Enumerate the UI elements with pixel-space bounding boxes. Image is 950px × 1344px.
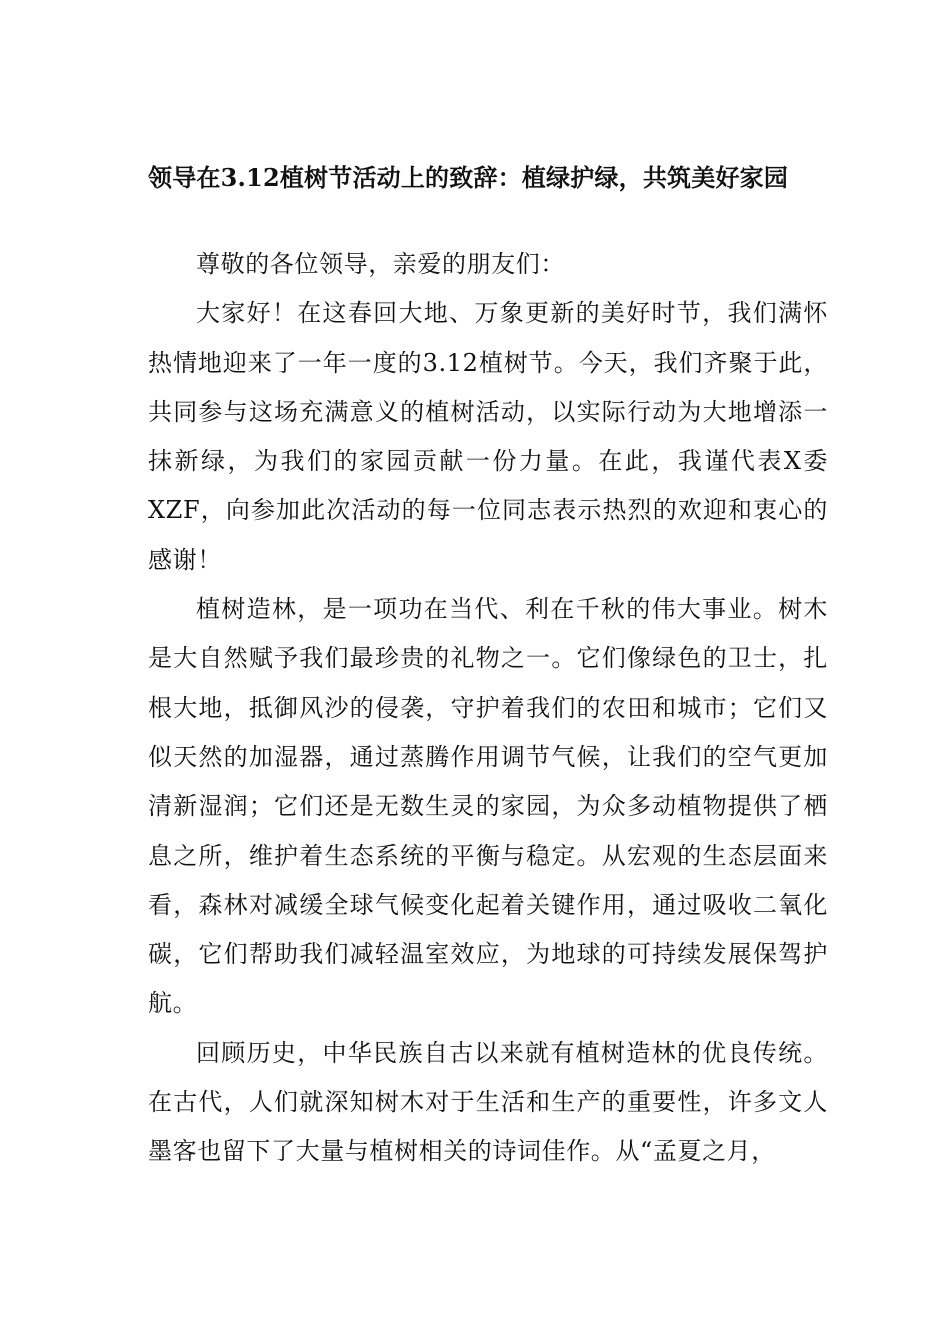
salutation-paragraph: 尊敬的各位领导，亲爱的朋友们： [196, 250, 565, 278]
history-paragraph: 回顾历史，中华民族自古以来就有植树造林的优良传统。在古代，人们就深知树木对于生活和生产的重要性，许多文人墨客也留下了大量与植树相关的诗词佳作。从“孟夏之月， [148, 1038, 828, 1166]
document-title: 领导在3.12植树节活动上的致辞：植绿护绿，共筑美好家园 [148, 163, 789, 192]
document-body [148, 240, 828, 1177]
tree-planting-significance-paragraph: 植树造林，是一项功在当代、利在千秋的伟大事业。树木是大自然赋予我们最珍贵的礼物之一。它们像绿色的卫士，扎根大地，抵御风沙的侵袭，守护着我们的农田和城市；它们又似天然的加湿器，通过蒸腾作用调节气候，让我们的空气更加清新湿润；它们还是无数生灵的家园，为众多动植物提供了栖息之所，维护着生态系统的平衡与稳定。从宏观的生态层面来看，森林对减缓全球气候变化起着关键作用，通过吸收二氧化碳，它们帮助我们减轻温室效应，为地球的可持续发展保驾护航。 [148, 595, 828, 1018]
greeting-paragraph: 大家好！在这春回大地、万象更新的美好时节，我们满怀热情地迎来了一年一度的3.12植树节。今天，我们齐聚于此，共同参与这场充满意义的植树活动，以实际行动为大地增添一抹新绿，为我们的家园贡献一份力量。在此，我谨代表X委XZF，向参加此次活动的每一位同志表示热烈的欢迎和衷心的感谢！ [148, 299, 828, 574]
